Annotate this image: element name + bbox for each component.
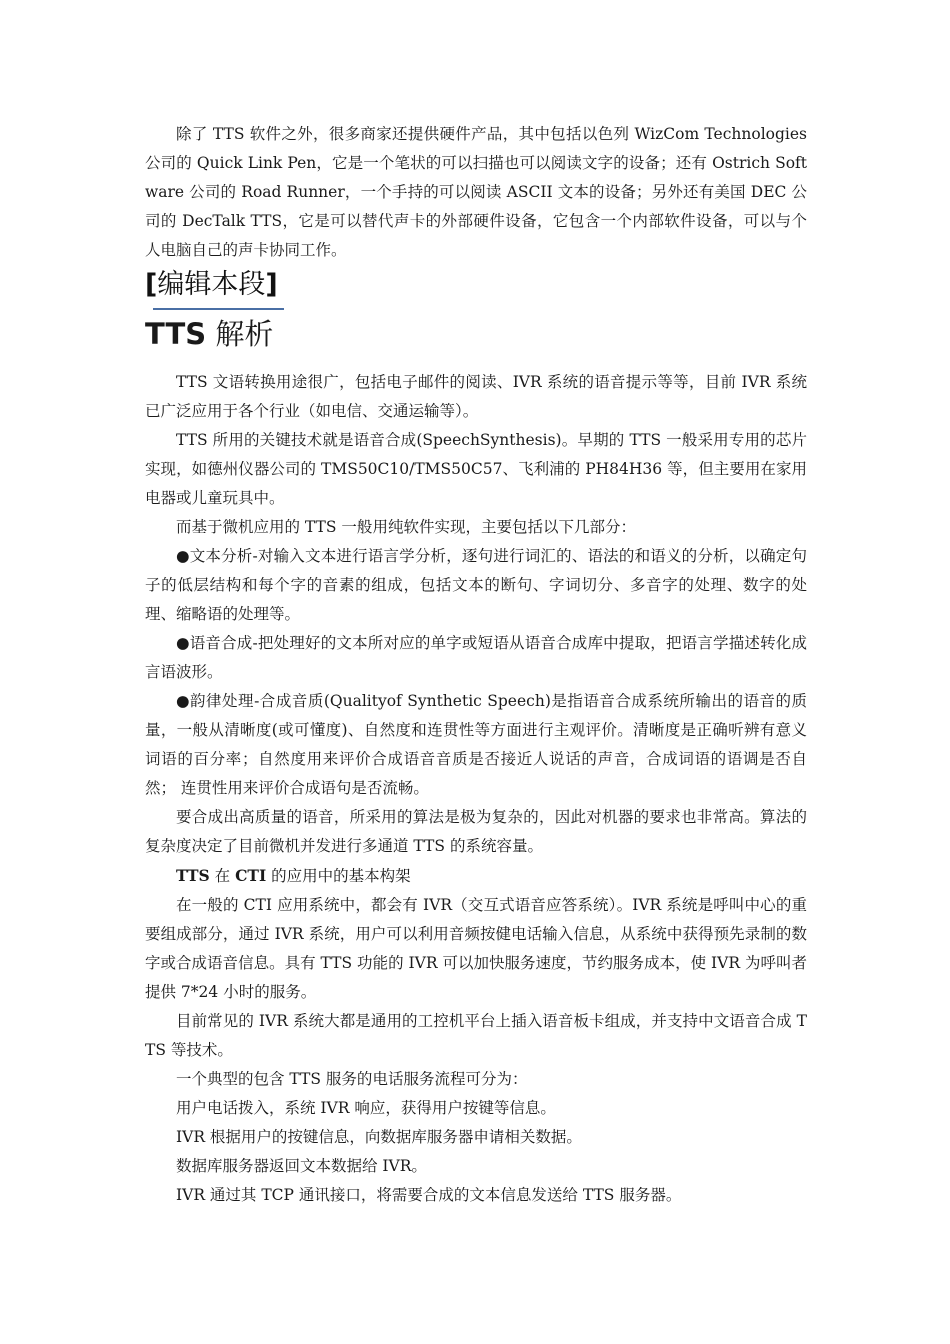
document-page [145,120,807,1210]
paragraph-software-parts: 而基于微机应用的 TTS 一般用纯软件实现，主要包括以下几部分： [176,518,636,536]
paragraph-flow-step-1: 用户电话拨入，系统 IVR 响应，获得用户按键等信息。 [176,1099,556,1117]
section-title-chinese: 解析 [206,317,274,351]
paragraph-flow-step-3: 数据库服务器返回文本数据给 IVR。 [176,1157,427,1175]
section-title-latin: TTS [145,317,207,351]
paragraph-key-technology: TTS 所用的关键技术就是语音合成(SpeechSynthesis)。早期的 TTS 一般采用专用的芯片实现，如德州仪器公司的 TMS50C10/TMS50C57、飞利浦的 PH84H36 等，但主要用在家用电器或儿童玩具中。 [145,431,807,507]
paragraph-ivr-platform: 目前常见的 IVR 系统大都是通用的工控机平台上插入语音板卡组成，并支持中文语音合成 TTS 等技术。 [145,1012,807,1059]
paragraph-prosody: ●韵律处理-合成音质(Qualityof Synthetic Speech)是指语音合成系统所输出的语音的质量，一般从清晰度(或可懂度)、自然度和连贯性等方面进行主观评价。清晰度是正确听辨有意义词语的百分率；自然度用来评价合成语音音质是否接近人说话的声音，合成词语的语调是否自然； 连贯性用来评价合成语句是否流畅。 [145,692,807,797]
paragraph-tts-usage: TTS 文语转换用途很广，包括电子邮件的阅读、IVR 系统的语音提示等等，目前 IVR 系统已广泛应用于各个行业（如电信、交通运输等）。 [145,373,807,420]
paragraph-text-analysis: ●文本分析-对输入文本进行语言学分析，逐句进行词汇的、语法的和语义的分析，以确定句子的低层结构和每个字的音素的组成，包括文本的断句、字词切分、多音字的处理、数字的处理、缩略语的处理等。 [145,547,807,623]
subheading-in: 在 [209,867,236,885]
paragraph-flow-step-2: IVR 根据用户的按键信息，向数据库服务器申请相关数据。 [176,1128,582,1146]
edit-link-open-bracket: [ [145,269,158,300]
paragraph-algorithm: 要合成出高质量的语音，所采用的算法是极为复杂的，因此对机器的要求也非常高。算法的复杂度决定了目前微机并发进行多通道 TTS 的系统容量。 [145,808,807,855]
edit-link-label: 编辑本段 [157,269,266,300]
intro-paragraph: 除了 TTS 软件之外，很多商家还提供硬件产品，其中包括以色列 WizCom Technologies 公司的 Quick Link Pen，它是一个笔状的可以扫描也可以阅读文字的设备；还有 Ostrich Software 公司的 Road Runner，一个手持的可以阅读 ASCII 文本的设备；另外还有美国 DEC 公司的 DecTalk TTS，它是可以替代声卡的外部硬件设备，它包含一个内部软件设备，可以与个人电脑自己的声卡协同工作。 [145,125,807,259]
paragraph-flow-intro: 一个典型的包含 TTS 服务的电话服务流程可分为： [176,1070,528,1088]
paragraph-flow-step-4: IVR 通过其 TCP 通讯接口，将需要合成的文本信息发送给 TTS 服务器。 [176,1186,682,1204]
edit-link-close-bracket: ] [265,269,278,300]
edit-link-underline [153,308,284,310]
subheading-cti-architecture [145,861,807,891]
paragraph-ivr-intro: 在一般的 CTI 应用系统中，都会有 IVR（交互式语音应答系统）。IVR 系统是呼叫中心的重要组成部分，通过 IVR 系统，用户可以利用音频按健电话输入信息，从系统中获得预先录制的数字或合成语音信息。具有 TTS 功能的 IVR 可以加快服务速度，节约服务成本，使 IVR 为呼叫者提供 7*24 小时的服务。 [145,896,807,1001]
subheading-tts: TTS [176,866,210,885]
subheading-cti: CTI [235,866,267,885]
subheading-rest: 的应用中的基本构架 [266,867,411,885]
paragraph-speech-synthesis: ●语音合成-把处理好的文本所对应的单字或短语从语音合成库中提取，把语言学描述转化成言语波形。 [145,634,807,681]
section-title [145,314,807,354]
edit-section-link[interactable] [145,268,278,302]
